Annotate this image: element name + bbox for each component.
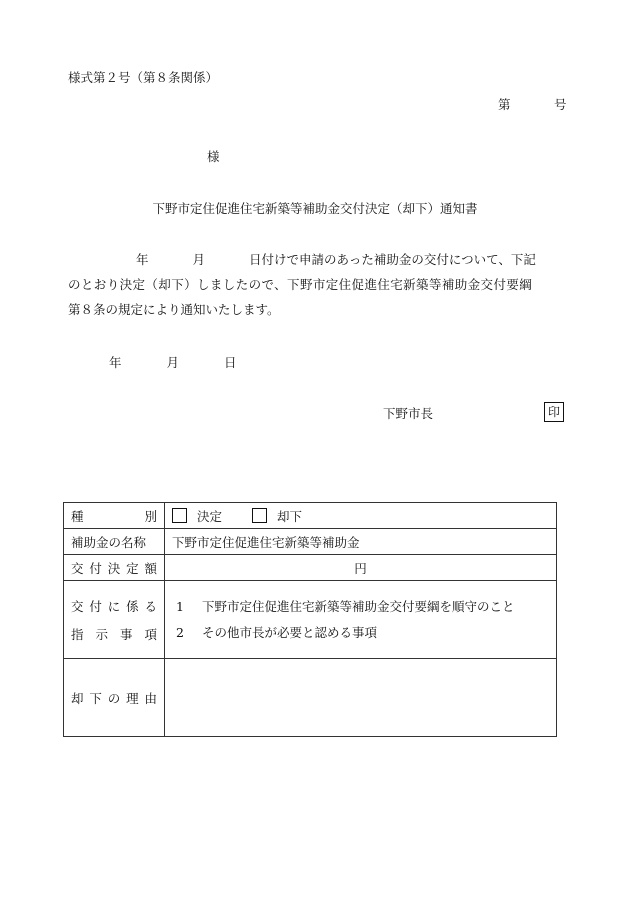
body-year: 年 — [136, 252, 149, 267]
decide-label: 決定 — [197, 508, 223, 524]
info-table — [63, 502, 557, 737]
body-month: 月 — [192, 252, 206, 267]
amount-unit: 円 — [354, 560, 367, 576]
type-label: 種 別 — [64, 503, 165, 529]
issuer-mayor: 下野市長 — [383, 406, 434, 421]
instructions-label: 交 付 に 係 る 指 示 事 項 — [64, 581, 165, 659]
body-line-1-text: 日付けで申請のあった補助金の交付について、下記 — [249, 252, 536, 267]
form-number: 様式第２号（第８条関係） — [68, 70, 219, 85]
reject-label: 却下 — [277, 508, 303, 524]
reject-checkbox[interactable] — [252, 508, 267, 523]
date-year: 年 — [109, 355, 122, 370]
instruction-item: 2 その他市長が必要と認める事項 — [176, 624, 378, 640]
body-line-2: のとおり決定（却下）しましたので、下野市定住促進住宅新築等補助金交付要綱 — [68, 277, 533, 292]
row-reject-reason — [64, 659, 557, 737]
subsidy-name-value: 下野市定住促進住宅新築等補助金 — [165, 529, 557, 555]
notice-date — [109, 353, 237, 371]
instruction-item: 1 下野市定住促進住宅新築等補助金交付要綱を順守のこと — [176, 598, 515, 614]
body-line-1 — [68, 247, 568, 272]
row-instructions — [64, 581, 557, 659]
amount-value — [165, 555, 557, 581]
row-subsidy-name — [64, 529, 557, 555]
reject-reason-value[interactable] — [165, 659, 557, 737]
type-value — [165, 503, 557, 529]
decide-checkbox[interactable] — [172, 508, 187, 523]
row-type — [64, 503, 557, 529]
reject-reason-label: 却 下 の 理 由 — [64, 659, 165, 737]
instructions-value — [165, 581, 557, 659]
document-title: 下野市定住促進住宅新築等補助金交付決定（却下）通知書 — [152, 201, 478, 216]
body-text — [68, 247, 568, 322]
doc-number-prefix: 第 — [498, 97, 511, 112]
date-month: 月 — [166, 355, 180, 370]
recipient-honorific: 様 — [207, 149, 220, 164]
row-amount — [64, 555, 557, 581]
seal-box: 印 — [544, 402, 564, 422]
amount-label: 交 付 決 定 額 — [64, 555, 165, 581]
subsidy-name-label: 補助金の名称 — [64, 529, 165, 555]
date-day: 日 — [224, 355, 237, 370]
body-line-3: 第８条の規定により通知いたします。 — [68, 302, 280, 317]
doc-number-suffix: 号 — [554, 97, 567, 112]
